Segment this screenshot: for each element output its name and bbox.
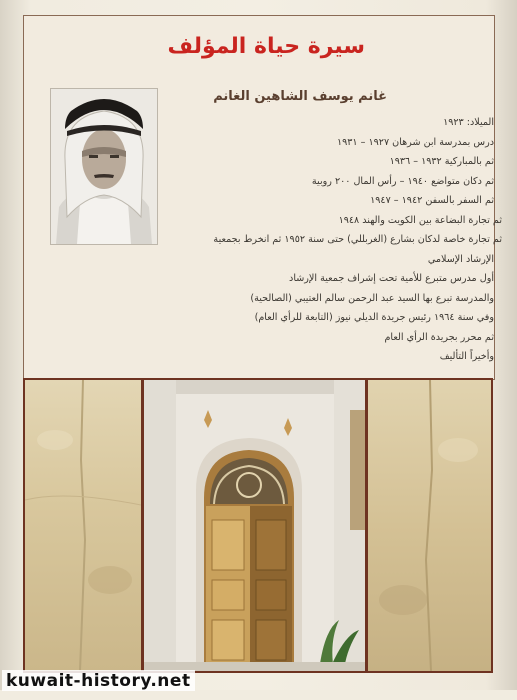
author-name: غانم يوسف الشاهين الغانم [213, 89, 387, 104]
biography-list [194, 113, 502, 367]
site-watermark: kuwait-history.net [2, 670, 195, 691]
bio-line: درس بمدرسة ابن شرهان ١٩٢٧ – ١٩٣١ [336, 136, 494, 148]
bio-line: ثم السفر بالسفن ١٩٤٢ – ١٩٤٧ [370, 195, 494, 206]
bio-line: ثم تجارة خاصة لدكان بشارع (الغربللي) حتى سنة ١٩٥٢ ثم انخرط بجمعية [213, 234, 502, 245]
bio-line: والمدرسة تبرع بها السيد عبد الرحمن سالم العتيبي (الصالحية) [250, 292, 494, 304]
bio-line: ثم دكان متواضع ١٩٤٠ – رأس المال ٢٠٠ روبية [311, 175, 494, 187]
door-photo [144, 380, 365, 671]
bio-line: الميلاد: ١٩٢٣ [443, 117, 494, 128]
author-portrait [50, 88, 158, 245]
bio-line: وفي سنة ١٩٦٤ رئيس جريدة الديلي نيوز (التابعة للرأي العام) [254, 312, 494, 323]
bio-line: ثم بالمباركية ١٩٣٢ – ١٩٣٦ [389, 156, 494, 167]
portrait-icon [51, 89, 157, 244]
photo-strip [23, 378, 493, 673]
wall-texture-icon [368, 380, 491, 671]
bio-line: الإرشاد الإسلامي [427, 253, 494, 265]
left-wall-photo [25, 380, 141, 671]
page-bottom-edge [0, 690, 517, 700]
right-wall-photo [368, 380, 491, 671]
bio-line: وأخيراً التأليف [439, 351, 494, 362]
door-icon [144, 380, 365, 671]
bio-line: ثم تجارة البضاعة بين الكويت والهند ١٩٤٨ [338, 214, 502, 226]
bio-line: أول مدرس متبرع للأمية تحت إشراف جمعية الإرشاد [289, 273, 494, 284]
page-title: سيرة حياة المؤلف [167, 34, 365, 59]
wall-texture-icon [25, 380, 141, 671]
bio-line: ثم محرر بجريدة الرأي العام [384, 331, 494, 343]
